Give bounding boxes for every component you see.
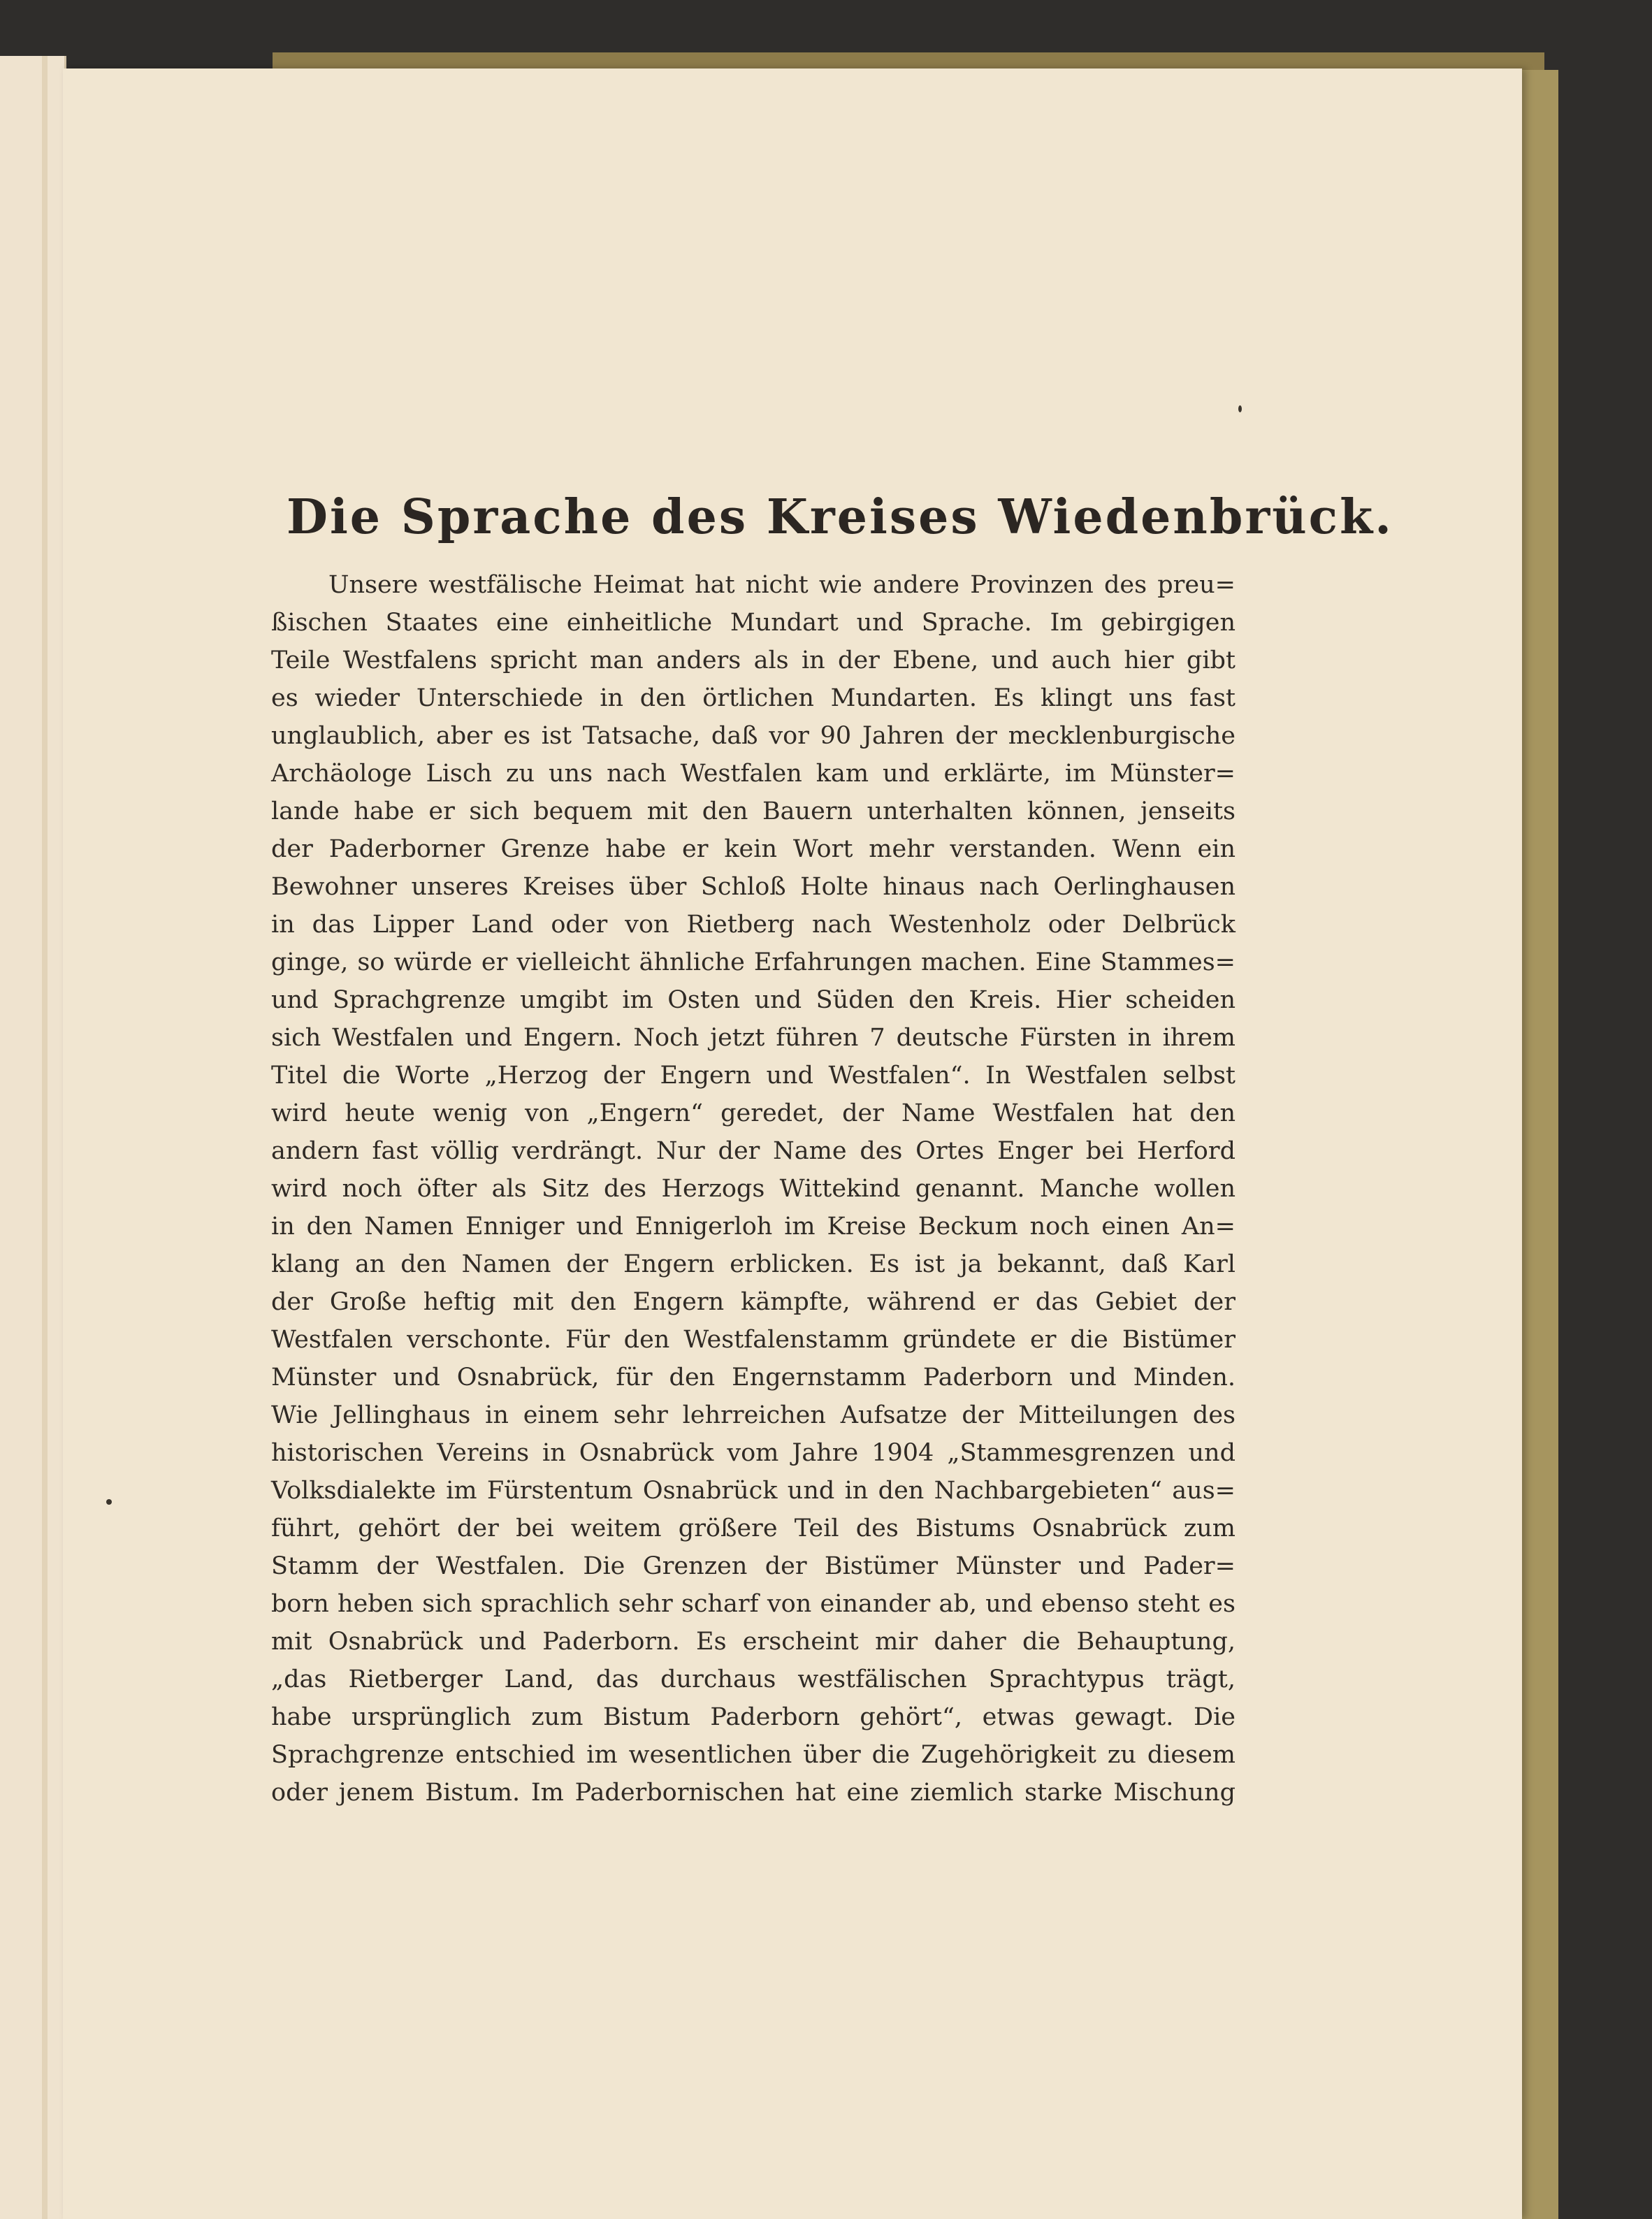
text-line: Wie Jellinghaus in einem sehr lehrreichen Aufsatze der Mitteilungen des	[271, 1401, 1236, 1429]
text-line: führt, gehört der bei weitem größere Teil des Bistums Osnabrück zum	[271, 1515, 1236, 1542]
text-line: Archäologe Lisch zu uns nach Westfalen kam und erklärte, im Münster=	[271, 760, 1236, 788]
text-line: Münster und Osnabrück, für den Engernstamm Paderborn und Minden.	[271, 1364, 1236, 1392]
text-line: Sprachgrenze entschied im wesentlichen über die Zugehörigkeit zu diesem	[271, 1741, 1236, 1769]
text-line: Unsere westfälische Heimat hat nicht wie andere Provinzen des preu=	[328, 571, 1236, 599]
body-text	[271, 566, 1236, 1812]
paper-speck	[1238, 405, 1242, 412]
text-line: historischen Vereins in Osnabrück vom Jahre 1904 „Stammesgrenzen und	[271, 1439, 1236, 1467]
text-line: in das Lipper Land oder von Rietberg nach Westenholz oder Delbrück	[271, 911, 1236, 939]
text-line: Westfalen verschonte. Für den Westfalenstamm gründete er die Bistümer	[271, 1326, 1236, 1354]
text-line: in den Namen Enniger und Ennigerloh im Kreise Beckum noch einen An=	[271, 1213, 1236, 1241]
text-line: es wieder Unterschiede in den örtlichen Mundarten. Es klingt uns fast	[271, 684, 1236, 712]
text-line: sich Westfalen und Engern. Noch jetzt führen 7 deutsche Fürsten in ihrem	[271, 1024, 1236, 1052]
text-line: mit Osnabrück und Paderborn. Es erscheint mir daher die Behauptung,	[271, 1628, 1236, 1656]
paper-speck	[106, 1499, 112, 1505]
text-line: oder jenem Bistum. Im Paderbornischen hat eine ziemlich starke Mischung	[271, 1779, 1236, 1807]
text-line: andern fast völlig verdrängt. Nur der Name des Ortes Enger bei Herford	[271, 1137, 1236, 1165]
page-title: Die Sprache des Kreises Wiedenbrück.	[287, 489, 1393, 545]
text-line: Bewohner unseres Kreises über Schloß Holte hinaus nach Oerlinghausen	[271, 873, 1236, 901]
text-line: „das Rietberger Land, das durchaus westfälischen Sprachtypus trägt,	[271, 1665, 1236, 1693]
left-page-fold	[42, 56, 48, 2219]
text-line: habe ursprünglich zum Bistum Paderborn gehört“, etwas gewagt. Die	[271, 1703, 1236, 1731]
text-line: klang an den Namen der Engern erblicken. Es ist ja bekannt, daß Karl	[271, 1250, 1236, 1278]
text-line: Stamm der Westfalen. Die Grenzen der Bistümer Münster und Pader=	[271, 1552, 1236, 1580]
left-page-edge	[0, 56, 66, 2219]
text-line: unglaublich, aber es ist Tatsache, daß vor 90 Jahren der mecklenburgische	[271, 722, 1236, 750]
text-line: Volksdialekte im Fürstentum Osnabrück und in den Nachbargebieten“ aus=	[271, 1477, 1236, 1505]
text-line: wird heute wenig von „Engern“ geredet, der Name Westfalen hat den	[271, 1099, 1236, 1127]
text-line: der Große heftig mit den Engern kämpfte, während er das Gebiet der	[271, 1288, 1236, 1316]
text-line: wird noch öfter als Sitz des Herzogs Wittekind genannt. Manche wollen	[271, 1175, 1236, 1203]
text-line: der Paderborner Grenze habe er kein Wort mehr verstanden. Wenn ein	[271, 835, 1236, 863]
text-line: Titel die Worte „Herzog der Engern und Westfalen“. In Westfalen selbst	[271, 1062, 1236, 1090]
text-line: Teile Westfalens spricht man anders als in der Ebene, und auch hier gibt	[271, 646, 1236, 674]
text-line: lande habe er sich bequem mit den Bauern unterhalten können, jenseits	[271, 797, 1236, 825]
text-line: ßischen Staates eine einheitliche Mundart und Sprache. Im gebirgigen	[271, 609, 1236, 637]
text-line: born heben sich sprachlich sehr scharf von einander ab, und ebenso steht es	[271, 1590, 1236, 1618]
text-line: ginge, so würde er vielleicht ähnliche Erfahrungen machen. Eine Stammes=	[271, 948, 1236, 976]
text-line: und Sprachgrenze umgibt im Osten und Süden den Kreis. Hier scheiden	[271, 986, 1236, 1014]
